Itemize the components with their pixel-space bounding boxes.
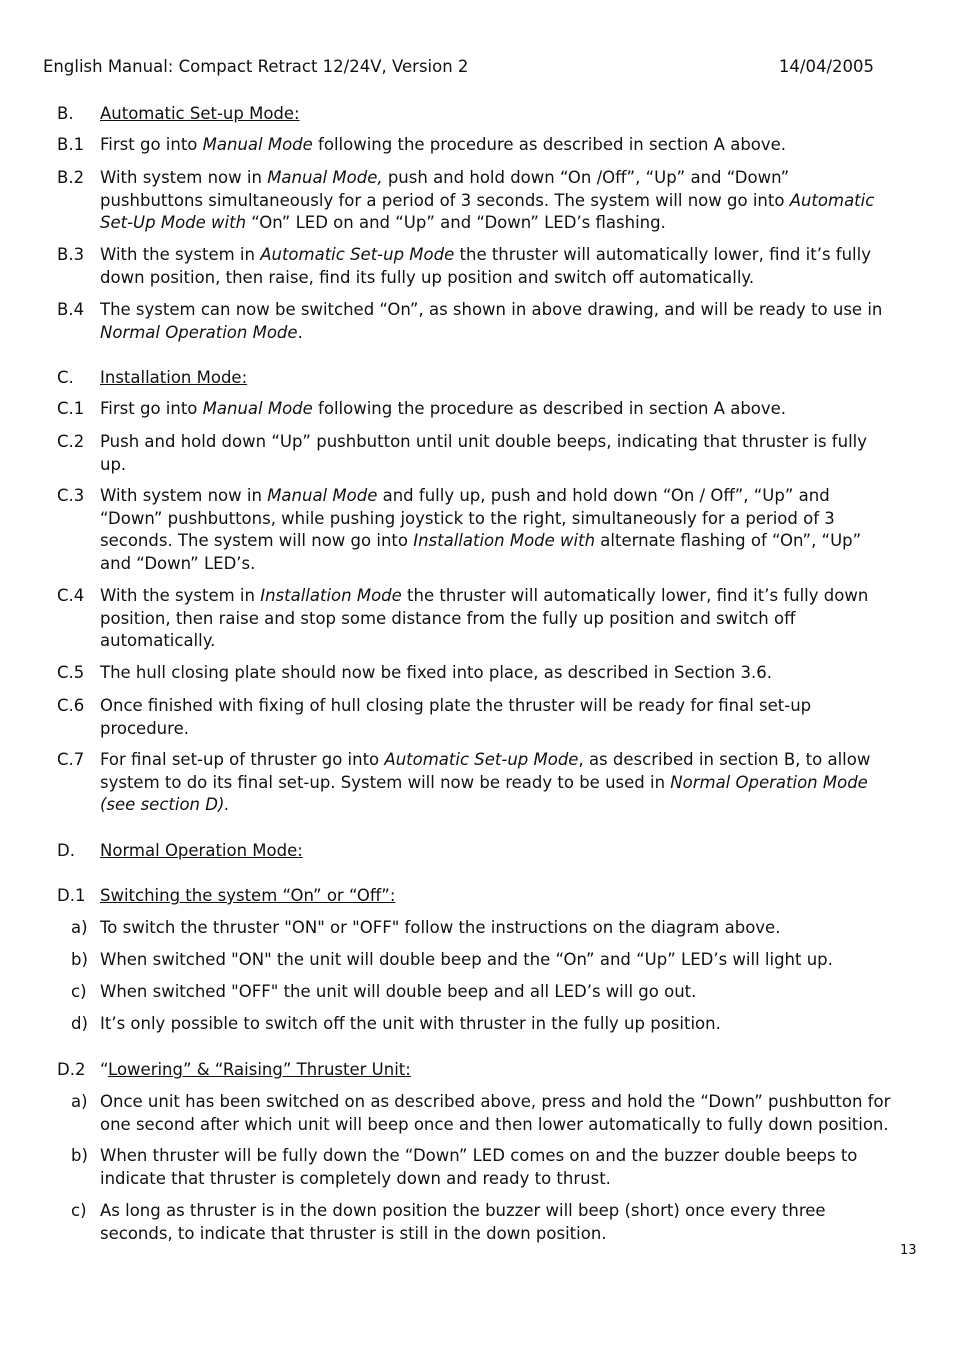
item-number: B.3	[57, 245, 85, 264]
item-text: The hull closing plate should now be fixed into place, as described in Section 3.6.	[100, 663, 773, 682]
item-letter: a)	[71, 1092, 88, 1111]
item-text: To switch the thruster "ON" or "OFF" follow the instructions on the diagram above.	[100, 918, 781, 937]
item-number: B.1	[57, 135, 85, 154]
item-number: B.2	[57, 168, 85, 187]
item-number: C.3	[57, 486, 85, 505]
item-text: With system now in Manual Mode and fully up, push and hold down “On / Off”, “Up” and “Down” pushbuttons, while pushing joystick to the right, simultaneously for a period of 3 seconds. The system will now go into Installation Mode with alternate flashing of “On”, “Up” and “Down” LED’s.	[100, 486, 862, 573]
section-number: B.	[57, 104, 74, 123]
item-text: As long as thruster is in the down position the buzzer will beep (short) once every three seconds, to indicate that thruster is still in the down position.	[100, 1201, 826, 1243]
item-letter: a)	[71, 918, 88, 937]
section-title: Normal Operation Mode:	[100, 841, 303, 860]
item-text: With system now in Manual Mode, push and hold down “On /Off”, “Up” and “Down” pushbuttons simultaneously for a period of 3 seconds. The system will now go into Automatic Set-Up Mode with “On” LED on and “Up” and “Down” LED’s flashing.	[100, 168, 875, 232]
header-title: English Manual: Compact Retract 12/24V, Version 2	[43, 57, 469, 76]
item-letter: b)	[71, 950, 88, 969]
section-title: Installation Mode:	[100, 368, 248, 387]
item-number: B.4	[57, 300, 85, 319]
subsection-number: D.1	[57, 886, 86, 905]
item-text: Push and hold down “Up” pushbutton until unit double beeps, indicating that thruster is fully up.	[100, 432, 868, 474]
item-text: First go into Manual Mode following the procedure as described in section A above.	[100, 135, 787, 154]
item-number: C.5	[57, 663, 85, 682]
subsection-title: Switching the system “On” or “Off”:	[100, 886, 396, 905]
item-text: When thruster will be fully down the “Down” LED comes on and the buzzer double beeps to indicate that thruster is completely down and ready to thrust.	[100, 1146, 858, 1188]
item-text: With the system in Installation Mode the thruster will automatically lower, find it’s fully down position, then raise and stop some distance from the fully up position and switch off automatically.	[100, 586, 869, 650]
item-text: Once unit has been switched on as described above, press and hold the “Down” pushbutton for one second after which unit will beep once and then lower automatically to fully down position.	[100, 1092, 891, 1134]
page-number: 13	[900, 1243, 917, 1258]
section-number: C.	[57, 368, 74, 387]
item-text: For final set-up of thruster go into Automatic Set-up Mode, as described in section B, to allow system to do its final set-up. System will now be ready to be used in Normal Operation Mode (see section D).	[100, 750, 871, 814]
subsection-title: “Lowering” & “Raising” Thruster Unit:	[100, 1060, 411, 1079]
item-number: C.1	[57, 399, 85, 418]
item-text: With the system in Automatic Set-up Mode the thruster will automatically lower, find it’s fully down position, then raise, find its fully up position and switch off automatically.	[100, 245, 871, 287]
section-number: D.	[57, 841, 75, 860]
item-letter: b)	[71, 1146, 88, 1165]
item-text: It’s only possible to switch off the unit with thruster in the fully up position.	[100, 1014, 721, 1033]
item-letter: c)	[71, 1201, 87, 1220]
item-text: The system can now be switched “On”, as shown in above drawing, and will be ready to use in Normal Operation Mode.	[100, 300, 883, 342]
item-letter: c)	[71, 982, 87, 1001]
item-letter: d)	[71, 1014, 88, 1033]
item-number: C.6	[57, 696, 85, 715]
item-number: C.2	[57, 432, 85, 451]
item-text: Once finished with fixing of hull closing plate the thruster will be ready for final set-up procedure.	[100, 696, 812, 738]
item-number: C.7	[57, 750, 85, 769]
subsection-number: D.2	[57, 1060, 86, 1079]
item-text: First go into Manual Mode following the procedure as described in section A above.	[100, 399, 787, 418]
section-title: Automatic Set-up Mode:	[100, 104, 300, 123]
item-text: When switched "ON" the unit will double beep and the “On” and “Up” LED’s will light up.	[100, 950, 833, 969]
item-number: C.4	[57, 586, 85, 605]
item-text: When switched "OFF" the unit will double beep and all LED’s will go out.	[100, 982, 697, 1001]
header-date: 14/04/2005	[778, 57, 874, 76]
